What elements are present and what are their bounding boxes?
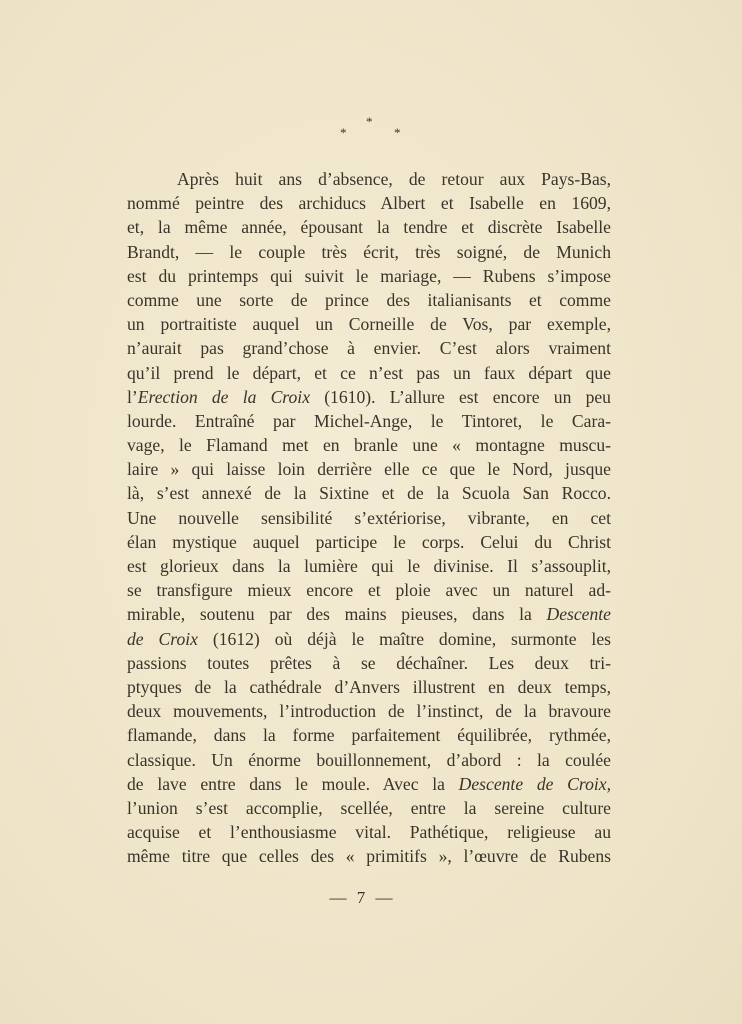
text-line <box>127 699 611 723</box>
text-segment: mirable, soutenu par des mains pieuses, dans la <box>127 604 547 625</box>
text-segment: élan mystique auquel participe le corps. Celui du Christ <box>127 531 611 552</box>
text-segment: Après huit ans d’absence, de retour aux Pays-Bas, <box>177 169 611 189</box>
italic-title: Descente <box>546 604 611 625</box>
text-line <box>127 385 611 409</box>
text-line <box>127 627 611 651</box>
text-segment: de lave entre dans le moule. Avec la <box>127 773 459 794</box>
text-segment: flamande, dans la forme parfaitement équilibrée, rythmée, <box>127 725 611 746</box>
asterisk: * <box>394 125 401 140</box>
text-segment: et, la même année, épousant la tendre et discrète Isabelle <box>127 217 611 238</box>
text-segment: se transfigure mieux encore et ploie avec un naturel ad- <box>127 580 611 601</box>
asterism-ornament <box>335 114 405 144</box>
text-line <box>127 288 611 312</box>
text-segment: classique. Un énorme bouillonnement, d’abord : la coulée <box>127 749 611 770</box>
italic-title: de Croix <box>127 628 198 649</box>
text-segment: vage, le Flamand met en branle une « montagne muscu- <box>127 435 611 456</box>
text-line <box>127 264 611 288</box>
text-line <box>127 167 611 191</box>
asterisk: * <box>340 125 347 140</box>
text-line <box>127 312 611 336</box>
text-line <box>127 433 611 457</box>
text-line <box>127 191 611 215</box>
text-segment: l’union s’est accomplie, scellée, entre la sereine culture <box>127 797 611 818</box>
text-segment: n’aurait pas grand’chose à envier. C’est alors vraiment <box>127 338 611 359</box>
text-segment: là, s’est annexé de la Sixtine et de la Scuola San Rocco. <box>127 483 611 504</box>
italic-title: Erection de la Croix <box>137 386 310 407</box>
text-segment: un portraitiste auquel un Corneille de Vos, par exemple, <box>127 314 611 335</box>
text-line <box>127 820 611 844</box>
text-segment: Brandt, — le couple très écrit, très soigné, de Munich <box>127 241 611 262</box>
text-line <box>127 578 611 602</box>
text-segment: Une nouvelle sensibilité s’extériorise, vibrante, en cet <box>127 507 611 528</box>
text-segment: (1612) où déjà le maître domine, surmonte les <box>197 628 611 649</box>
text-line <box>127 723 611 747</box>
text-segment: laire » qui laisse loin derrière elle ce que le Nord, jusque <box>127 459 611 480</box>
text-line <box>127 409 611 433</box>
text-line <box>127 215 611 239</box>
text-line <box>127 506 611 530</box>
text-segment: l’ <box>127 386 138 407</box>
text-segment: lourde. Entraîné par Michel-Ange, le Tintoret, le Cara- <box>127 410 611 431</box>
text-line <box>127 481 611 505</box>
text-line <box>127 336 611 360</box>
text-segment: nommé peintre des archiducs Albert et Isabelle en 1609, <box>127 193 611 214</box>
text-segment: ptyques de la cathédrale d’Anvers illustrent en deux temps, <box>127 676 611 697</box>
text-segment: deux mouvements, l’introduction de l’instinct, de la bravoure <box>127 701 611 722</box>
text-line <box>127 361 611 385</box>
asterisk: * <box>366 114 373 129</box>
text-segment: (1610). L’allure est encore un peu <box>310 386 611 407</box>
page-number: — 7 — <box>329 888 393 907</box>
text-segment: même titre que celles des « primitifs », l’œuvre de Rubens <box>127 846 611 867</box>
body-paragraph <box>127 167 611 868</box>
text-line <box>127 772 611 796</box>
text-line <box>127 554 611 578</box>
text-line <box>127 240 611 264</box>
text-line <box>127 796 611 820</box>
text-line <box>127 457 611 481</box>
text-segment: est du printemps qui suivit le mariage, — Rubens s’impose <box>127 265 611 286</box>
text-line <box>127 651 611 675</box>
text-line <box>127 530 611 554</box>
text-segment: comme une sorte de prince des italianisants et comme <box>127 289 611 310</box>
text-segment: acquise et l’enthousiasme vital. Pathétique, religieuse au <box>127 822 611 843</box>
text-segment: est glorieux dans la lumière qui le divinise. Il s’assouplit, <box>127 556 611 576</box>
text-line <box>127 675 611 699</box>
text-segment: qu’il prend le départ, et ce n’est pas un faux départ que <box>127 362 611 383</box>
text-segment: passions toutes prêtes à se déchaîner. Les deux tri- <box>127 652 611 673</box>
text-line <box>127 748 611 772</box>
text-line <box>127 602 611 626</box>
text-line <box>127 844 611 868</box>
italic-title: Descente de Croix, <box>458 773 611 794</box>
